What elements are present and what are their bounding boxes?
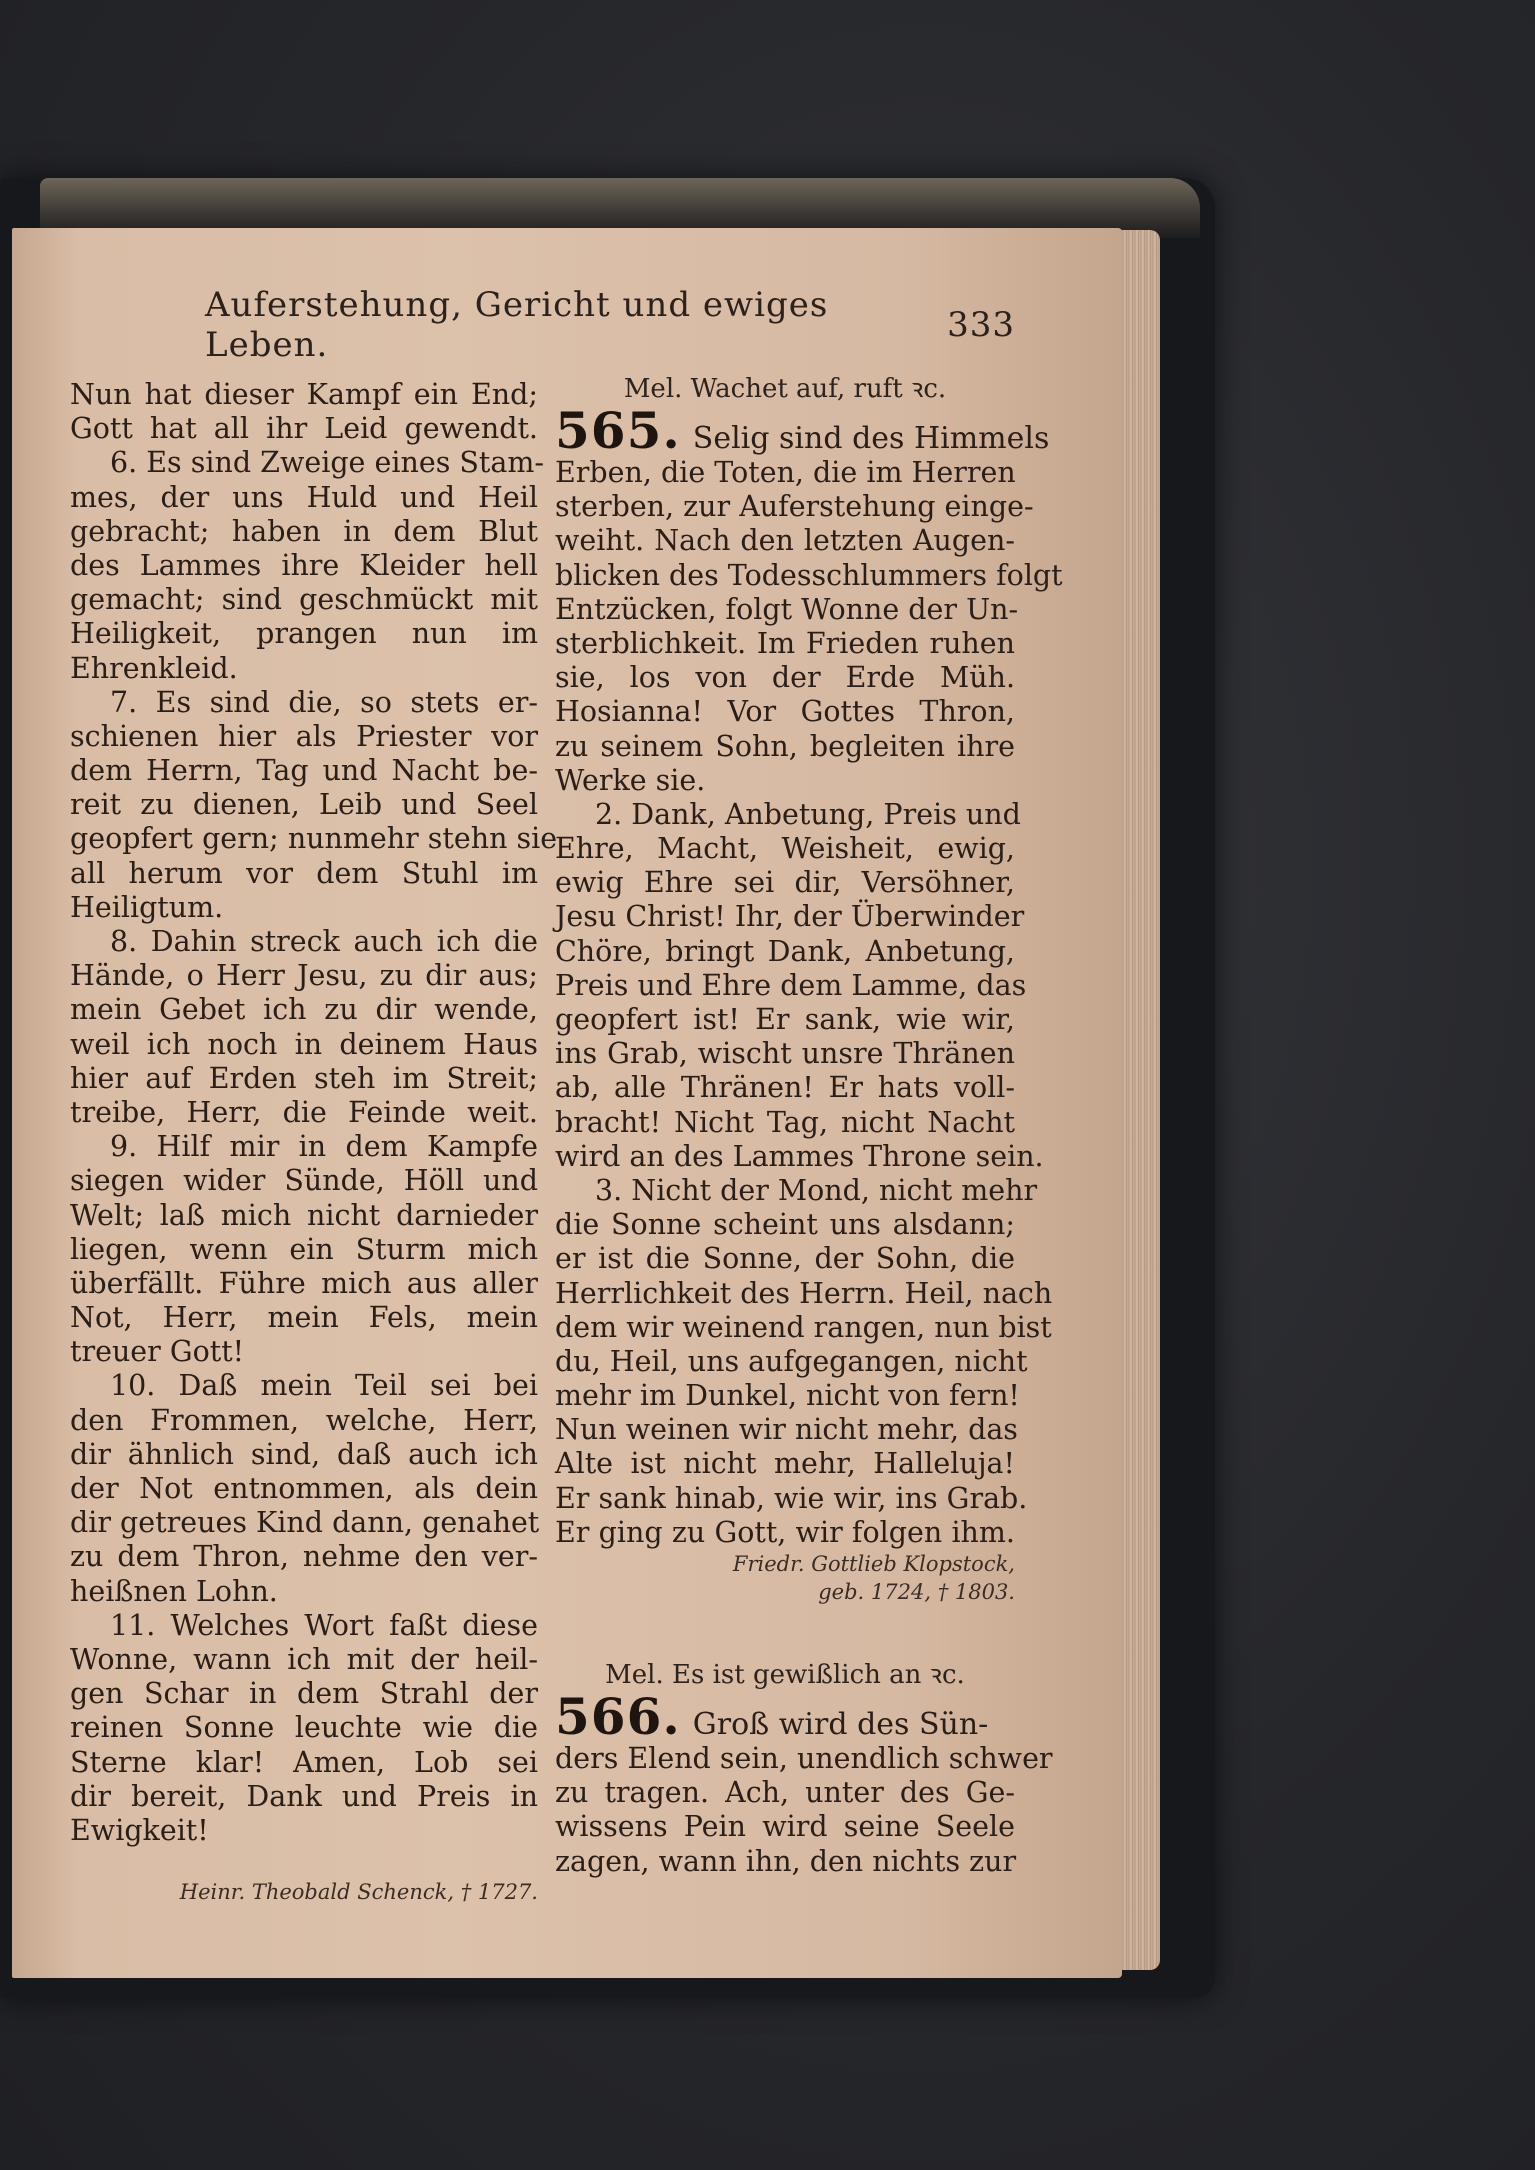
text-line: mein Gebet ich zu dir wende, xyxy=(70,993,538,1027)
text-line: reit zu dienen, Leib und Seel xyxy=(70,788,538,822)
text-line: Sterne klar! Amen, Lob sei xyxy=(70,1745,538,1779)
text-line: Er ging zu Gott, wir folgen ihm. xyxy=(555,1515,1015,1549)
text-line: Erben, die Toten, die im Herren xyxy=(555,456,1016,489)
text-line: gemacht; sind geschmückt mit xyxy=(70,583,538,617)
hymn-565-first-words: Selig sind des Himmels xyxy=(692,421,1050,456)
text-line: der Not entnommen, als dein xyxy=(70,1472,538,1505)
text-line: 3. Nicht der Mond, nicht mehr xyxy=(595,1173,1038,1207)
text-line: Welt; laß mich nicht darnieder xyxy=(70,1198,538,1232)
text-line: sterben, zur Auferstehung einge- xyxy=(555,490,1034,524)
text-line: weil ich noch in deinem Haus xyxy=(70,1027,538,1061)
text-line: Ehre, Macht, Weisheit, ewig, xyxy=(555,832,1015,866)
right-column xyxy=(555,372,1063,1879)
text-line: 9. Hilf mir in dem Kampfe xyxy=(110,1130,538,1164)
hymn-565-author: Friedr. Gottlieb Klopstock, xyxy=(732,1552,1015,1576)
text-line: 7. Es sind die, so stets er- xyxy=(110,685,538,719)
text-line: Heiligtum. xyxy=(70,890,224,924)
text-line: dir getreues Kind dann, genahet xyxy=(70,1506,540,1540)
text-line: ab, alle Thränen! Er hats voll- xyxy=(555,1071,1015,1105)
text-line: Ehrenkleid. xyxy=(70,651,238,685)
text-line: Herrlichkeit des Herrn. Heil, nach xyxy=(555,1276,1053,1310)
running-title: Auferstehung, Gericht und ewiges Leben. xyxy=(205,285,829,365)
text-line: sterblichkeit. Im Frieden ruhen xyxy=(555,626,1015,660)
text-line: Not, Herr, mein Fels, mein xyxy=(70,1301,538,1335)
text-line: Er sank hinab, wie wir, ins Grab. xyxy=(555,1481,1028,1515)
text-line: wird an des Lammes Throne sein. xyxy=(555,1139,1044,1173)
running-head xyxy=(205,285,1015,365)
text-line: zagen, wann ihn, den nichts zur xyxy=(555,1844,1017,1878)
text-line: blicken des Todesschlummers folgt xyxy=(555,558,1063,592)
text-line: all herum vor dem Stuhl im xyxy=(70,856,538,890)
hymn-566-melody: Mel. Es ist gewißlich an ꝛc. xyxy=(605,1660,965,1690)
text-line: Jesu Christ! Ihr, der Überwinder xyxy=(555,900,1025,934)
text-line: ewig Ehre sei dir, Versöhner, xyxy=(555,866,1015,900)
text-line: siegen wider Sünde, Höll und xyxy=(70,1164,538,1198)
hymn-565-heading xyxy=(555,401,1050,460)
text-line: schienen hier als Priester vor xyxy=(70,719,538,753)
text-line: er ist die Sonne, der Sohn, die xyxy=(555,1242,1015,1276)
hymn-565-melody: Mel. Wachet auf, ruft ꝛc. xyxy=(623,374,947,404)
text-line: geopfert gern; nunmehr stehn sie xyxy=(70,822,558,856)
text-line: Preis und Ehre dem Lamme, das xyxy=(555,968,1027,1002)
text-line: 10. Daß mein Teil sei bei xyxy=(110,1369,538,1403)
text-line: dem wir weinend rangen, nun bist xyxy=(555,1310,1052,1344)
hymn-566-first-words: Groß wird des Sün- xyxy=(692,1707,989,1742)
text-line: überfällt. Führe mich aus aller xyxy=(70,1266,538,1300)
hymn-565-author-dates: geb. 1724, † 1803. xyxy=(818,1580,1015,1604)
text-line: treuer Gott! xyxy=(70,1335,245,1369)
text-line: 8. Dahin streck auch ich die xyxy=(110,925,538,958)
text-line: mes, der uns Huld und Heil xyxy=(70,480,538,514)
hymn-566-number: 566. xyxy=(555,1687,681,1746)
text-line: Hände, o Herr Jesu, zu dir aus; xyxy=(70,959,538,993)
text-line: Nun weinen wir nicht mehr, das xyxy=(555,1413,1018,1447)
hymn-author: Heinr. Theobald Schenck, † 1727. xyxy=(179,1880,538,1905)
text-line: 2. Dank, Anbetung, Preis und xyxy=(595,797,1021,831)
text-line: dir bereit, Dank und Preis in xyxy=(70,1779,538,1813)
text-line: Chöre, bringt Dank, Anbetung, xyxy=(555,934,1015,968)
text-line: des Lammes ihre Kleider hell xyxy=(70,548,538,582)
text-line: treibe, Herr, die Feinde weit. xyxy=(70,1095,538,1129)
text-line: dir ähnlich sind, daß auch ich xyxy=(70,1437,538,1471)
text-line: bracht! Nicht Tag, nicht Nacht xyxy=(555,1105,1015,1139)
text-line: die Sonne scheint uns alsdann; xyxy=(555,1208,1015,1242)
text-line: zu dem Thron, nehme den ver- xyxy=(70,1540,538,1574)
text-line: reinen Sonne leuchte wie die xyxy=(70,1711,538,1745)
text-line: weiht. Nach den letzten Augen- xyxy=(555,524,1015,558)
text-line: Nun hat dieser Kampf ein End; xyxy=(70,378,538,411)
text-line: mehr im Dunkel, nicht von fern! xyxy=(555,1379,1020,1413)
text-line: Werke sie. xyxy=(555,763,706,797)
text-line: Wonne, wann ich mit der heil- xyxy=(70,1642,538,1676)
hymn-566-heading xyxy=(555,1687,1015,1746)
text-line: ders Elend sein, unendlich schwer xyxy=(555,1742,1053,1775)
page-number: 333 xyxy=(947,305,1015,345)
text-line: zu tragen. Ach, unter des Ge- xyxy=(555,1776,1015,1810)
text-line: Entzücken, folgt Wonne der Un- xyxy=(555,592,1019,626)
text-line: gebracht; haben in dem Blut xyxy=(70,514,538,548)
text-line: hier auf Erden steh im Streit; xyxy=(70,1061,538,1095)
text-line: ins Grab, wischt unsre Thränen xyxy=(555,1037,1015,1071)
text-line: sie, los von der Erde Müh. xyxy=(555,661,1015,695)
text-line: liegen, wenn ein Sturm mich xyxy=(70,1232,538,1266)
left-column xyxy=(70,378,558,1906)
text-line: zu seinem Sohn, begleiten ihre xyxy=(555,729,1015,763)
text-line: Heiligkeit, prangen nun im xyxy=(70,617,538,651)
text-line: du, Heil, uns aufgegangen, nicht xyxy=(555,1344,1028,1378)
hymn-566-text xyxy=(555,1742,1053,1879)
text-line: 11. Welches Wort faßt diese xyxy=(110,1608,538,1642)
text-line: Gott hat all ihr Leid gewendt. xyxy=(70,412,538,446)
hymn-565-text xyxy=(555,456,1063,1550)
text-line: Ewigkeit! xyxy=(70,1813,209,1847)
text-line: Hosianna! Vor Gottes Thron, xyxy=(555,695,1015,729)
text-line: den Frommen, welche, Herr, xyxy=(70,1403,538,1437)
text-line: 6. Es sind Zweige eines Stam- xyxy=(110,446,544,480)
text-line: wissens Pein wird seine Seele xyxy=(555,1810,1015,1844)
text-line: geopfert ist! Er sank, wie wir, xyxy=(555,1003,1015,1036)
hymn-565-number: 565. xyxy=(555,401,681,460)
text-line: heißnen Lohn. xyxy=(70,1574,278,1608)
text-line: gen Schar in dem Strahl der xyxy=(70,1677,538,1711)
text-line: dem Herrn, Tag und Nacht be- xyxy=(70,754,538,788)
text-line: Alte ist nicht mehr, Halleluja! xyxy=(555,1447,1015,1481)
